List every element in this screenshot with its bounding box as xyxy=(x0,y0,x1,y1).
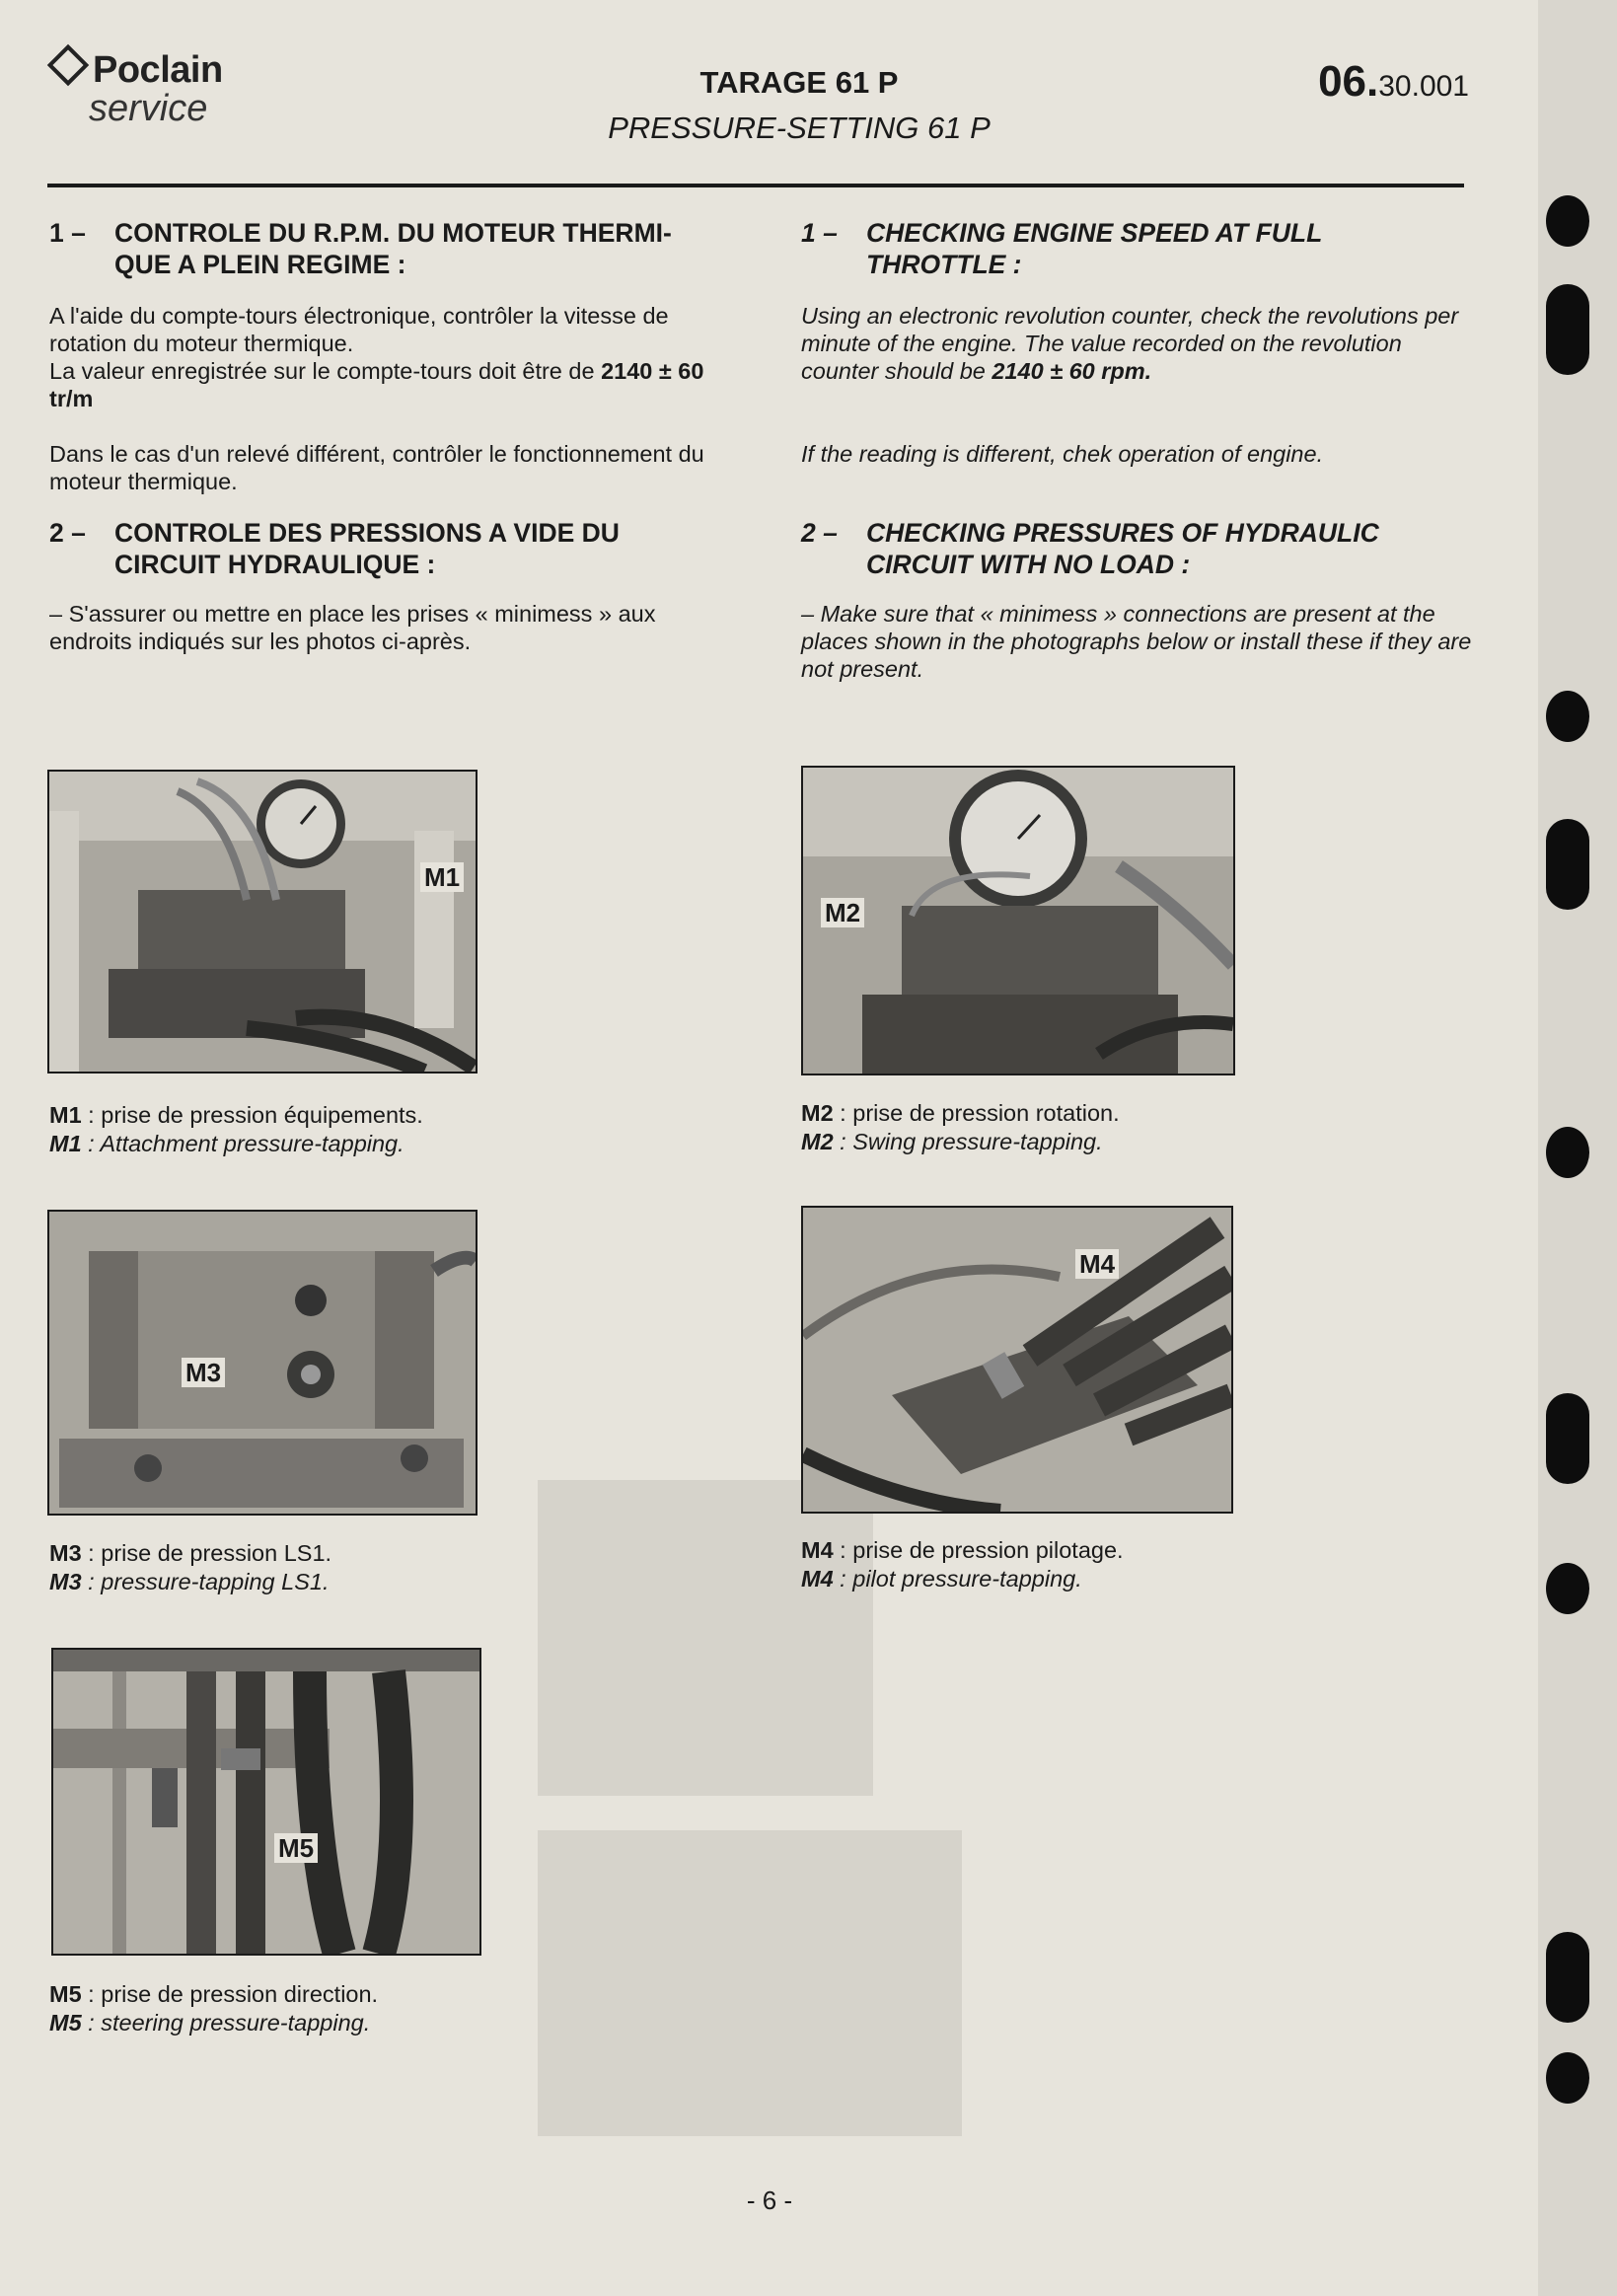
paragraph-text: Using an electronic revolution counter, check the revolutions per minute of the engine. The value recorded on the revolution counter should be xyxy=(801,303,1459,384)
caption-tag: M1 xyxy=(49,1131,82,1156)
punch-hole xyxy=(1546,1393,1589,1484)
section-title-cont: THROTTLE : xyxy=(866,250,1022,279)
punch-hole xyxy=(1546,2052,1589,2104)
photo-m2 xyxy=(801,766,1235,1075)
caption-m4 xyxy=(801,1536,1124,1593)
valve-block-illustration xyxy=(803,768,1233,1074)
photo-m5 xyxy=(51,1648,481,1956)
callout-label: M1 xyxy=(420,862,464,892)
paragraph xyxy=(49,357,720,412)
caption-tag: M1 xyxy=(49,1102,82,1128)
document-title xyxy=(552,65,1046,146)
caption-m2 xyxy=(801,1099,1120,1156)
section-1-heading-en xyxy=(801,217,1472,280)
doc-number-major: 06. xyxy=(1318,57,1379,106)
french-column xyxy=(49,217,720,655)
caption-fr: : prise de pression LS1. xyxy=(81,1540,332,1566)
caption-tag: M3 xyxy=(49,1540,82,1566)
section-title: CHECKING PRESSURES OF HYDRAULIC xyxy=(866,518,1379,548)
section-number: 1 – xyxy=(49,218,86,248)
doc-number-minor: 30.001 xyxy=(1378,70,1469,103)
caption-m1 xyxy=(49,1101,423,1158)
caption-m5 xyxy=(49,1980,378,2037)
punch-hole xyxy=(1546,1932,1589,2023)
section-number: 1 – xyxy=(801,218,838,248)
paragraph: – S'assurer ou mettre en place les prises « minimess » aux endroits indiqués sur les photos ci-après. xyxy=(49,601,656,654)
caption-tag: M5 xyxy=(49,1981,82,2007)
section-title: CONTROLE DU R.P.M. DU MOTEUR THERMI- xyxy=(114,218,672,248)
section-title-cont: CIRCUIT HYDRAULIQUE : xyxy=(114,550,436,579)
section-2-heading-fr xyxy=(49,517,720,580)
diamond-icon xyxy=(47,44,89,86)
punch-hole xyxy=(1546,819,1589,910)
rpm-value: 2140 ± 60 rpm. xyxy=(992,358,1152,384)
caption-en: : pressure-tapping LS1. xyxy=(81,1569,330,1594)
callout-label: M5 xyxy=(274,1833,318,1863)
page-number: - 6 - xyxy=(746,2185,793,2215)
title-fr: TARAGE 61 P xyxy=(699,65,899,100)
caption-tag: M2 xyxy=(801,1100,834,1126)
caption-tag: M5 xyxy=(49,2010,82,2036)
caption-tag: M4 xyxy=(801,1566,834,1592)
paragraph-text: La valeur enregistrée sur le compte-tours doit être de xyxy=(49,358,602,384)
callout-label: M4 xyxy=(1075,1249,1119,1279)
rpm-value: 2140 ± 60 tr/m xyxy=(49,358,704,411)
valve-block-illustration xyxy=(49,1212,476,1514)
photo-m1 xyxy=(47,770,478,1074)
valve-block-illustration xyxy=(803,1208,1231,1512)
paragraph xyxy=(801,302,1472,385)
valve-block-illustration xyxy=(49,772,476,1072)
photo-m4 xyxy=(801,1206,1233,1514)
caption-tag: M3 xyxy=(49,1569,82,1594)
caption-m3 xyxy=(49,1539,331,1596)
section-title: CHECKING ENGINE SPEED AT FULL xyxy=(866,218,1323,248)
callout-label: M3 xyxy=(182,1358,225,1387)
section-number: 2 – xyxy=(801,518,838,548)
poclain-logo xyxy=(47,49,223,130)
steering-lines-illustration xyxy=(53,1650,479,1954)
caption-fr: : prise de pression équipements. xyxy=(81,1102,423,1128)
paragraph: Dans le cas d'un relevé différent, contrôler le fonctionnement du moteur thermique. xyxy=(49,441,704,494)
paragraph: If the reading is different, chek operation of engine. xyxy=(801,441,1324,467)
punch-hole xyxy=(1546,1563,1589,1614)
brand-sub: service xyxy=(89,88,208,129)
paragraph: – Make sure that « minimess » connections are present at the places shown in the photographs below or install these if they are not present. xyxy=(801,601,1472,682)
bleed-through-photo xyxy=(538,1830,962,2136)
section-1-heading-fr xyxy=(49,217,720,280)
title-en: PRESSURE-SETTING 61 P xyxy=(608,111,991,145)
brand-name: Poclain xyxy=(93,49,223,91)
punch-hole xyxy=(1546,1127,1589,1178)
caption-tag: M2 xyxy=(801,1129,834,1154)
header-rule xyxy=(47,184,1464,187)
section-number: 2 – xyxy=(49,518,86,548)
caption-tag: M4 xyxy=(801,1537,834,1563)
caption-fr: : prise de pression rotation. xyxy=(833,1100,1120,1126)
paragraph: A l'aide du compte-tours électronique, contrôler la vitesse de rotation du moteur thermique. xyxy=(49,303,669,356)
bleed-through-photo xyxy=(538,1480,873,1796)
photo-m3 xyxy=(47,1210,478,1516)
caption-en: : Swing pressure-tapping. xyxy=(833,1129,1103,1154)
caption-fr: : prise de pression pilotage. xyxy=(833,1537,1124,1563)
caption-en: : steering pressure-tapping. xyxy=(81,2010,371,2036)
english-column xyxy=(801,217,1472,683)
punch-hole xyxy=(1546,195,1589,247)
callout-label: M2 xyxy=(821,898,864,927)
caption-en: : Attachment pressure-tapping. xyxy=(81,1131,404,1156)
document-number xyxy=(1318,57,1469,107)
section-title-cont: QUE A PLEIN REGIME : xyxy=(114,250,406,279)
section-title-cont: CIRCUIT WITH NO LOAD : xyxy=(866,550,1191,579)
caption-fr: : prise de pression direction. xyxy=(81,1981,379,2007)
section-2-heading-en xyxy=(801,517,1472,580)
punch-hole xyxy=(1546,284,1589,375)
punch-hole xyxy=(1546,691,1589,742)
section-title: CONTROLE DES PRESSIONS A VIDE DU xyxy=(114,518,620,548)
caption-en: : pilot pressure-tapping. xyxy=(833,1566,1082,1592)
